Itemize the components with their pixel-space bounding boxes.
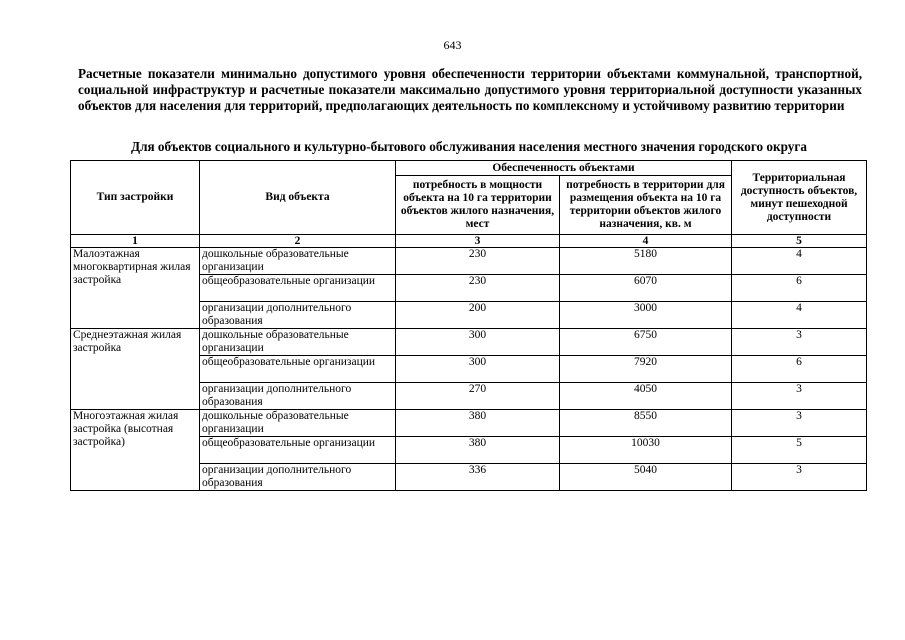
- access-cell: 5: [732, 437, 867, 464]
- area-cell: 8550: [560, 410, 732, 437]
- capacity-cell: 200: [396, 302, 560, 329]
- capacity-cell: 380: [396, 437, 560, 464]
- access-cell: 3: [732, 329, 867, 356]
- area-cell: 6070: [560, 275, 732, 302]
- header-row: [71, 161, 867, 176]
- table-caption: Для объектов социального и культурно-бытового обслуживания населения местного значения городского округа: [131, 139, 807, 154]
- area-cell: 3000: [560, 302, 732, 329]
- page-number: 643: [443, 38, 462, 52]
- header-access: Территориальная доступность объектов, минут пешеходной доступности: [732, 161, 867, 235]
- area-cell: 10030: [560, 437, 732, 464]
- capacity-cell: 270: [396, 383, 560, 410]
- capacity-cell: 230: [396, 248, 560, 275]
- object-cell: общеобразовательные организации: [200, 356, 396, 383]
- access-cell: 4: [732, 302, 867, 329]
- area-cell: 7920: [560, 356, 732, 383]
- column-numbers-row: [71, 235, 867, 248]
- access-cell: 4: [732, 248, 867, 275]
- object-cell: общеобразовательные организации: [200, 275, 396, 302]
- header-provision-group: Обеспеченность объектами: [396, 161, 732, 176]
- table-row: [71, 329, 867, 356]
- object-cell: организации дополнительного образования: [200, 383, 396, 410]
- building-type-cell: Малоэтажная многоквартирная жилая застройка: [71, 248, 200, 329]
- capacity-cell: 336: [396, 464, 560, 491]
- document-title: Расчетные показатели минимально допустимого уровня обеспеченности территории объектами коммунальной, транспортной, социальной инфраструктур и расчетные показатели максимально допустимого уровня территориальной доступности указанных объектов для населения для территорий, предполагающих деятельность по комплексному и устойчивому развитию территории: [78, 66, 862, 113]
- column-number: 1: [71, 235, 200, 248]
- table-row: [71, 248, 867, 275]
- capacity-cell: 230: [396, 275, 560, 302]
- capacity-cell: 300: [396, 356, 560, 383]
- access-cell: 3: [732, 410, 867, 437]
- column-number: 2: [200, 235, 396, 248]
- header-area: потребность в территории для размещения объекта на 10 га территории объектов жилого назначения, кв. м: [560, 176, 732, 235]
- header-type: Тип застройки: [71, 161, 200, 235]
- access-cell: 6: [732, 356, 867, 383]
- building-type-cell: Многоэтажная жилая застройка (высотная застройка): [71, 410, 200, 491]
- object-cell: дошкольные образовательные организации: [200, 329, 396, 356]
- object-cell: дошкольные образовательные организации: [200, 410, 396, 437]
- building-type-cell: Среднеэтажная жилая застройка: [71, 329, 200, 410]
- capacity-cell: 300: [396, 329, 560, 356]
- object-cell: организации дополнительного образования: [200, 464, 396, 491]
- header-capacity: потребность в мощности объекта на 10 га территории объектов жилого назначения, мест: [396, 176, 560, 235]
- capacity-cell: 380: [396, 410, 560, 437]
- column-number: 4: [560, 235, 732, 248]
- area-cell: 6750: [560, 329, 732, 356]
- column-number: 5: [732, 235, 867, 248]
- object-cell: общеобразовательные организации: [200, 437, 396, 464]
- object-cell: организации дополнительного образования: [200, 302, 396, 329]
- column-number: 3: [396, 235, 560, 248]
- access-cell: 6: [732, 275, 867, 302]
- object-cell: дошкольные образовательные организации: [200, 248, 396, 275]
- access-cell: 3: [732, 383, 867, 410]
- header-object: Вид объекта: [200, 161, 396, 235]
- norms-table: [70, 160, 867, 491]
- access-cell: 3: [732, 464, 867, 491]
- area-cell: 5180: [560, 248, 732, 275]
- table-row: [71, 410, 867, 437]
- area-cell: 4050: [560, 383, 732, 410]
- area-cell: 5040: [560, 464, 732, 491]
